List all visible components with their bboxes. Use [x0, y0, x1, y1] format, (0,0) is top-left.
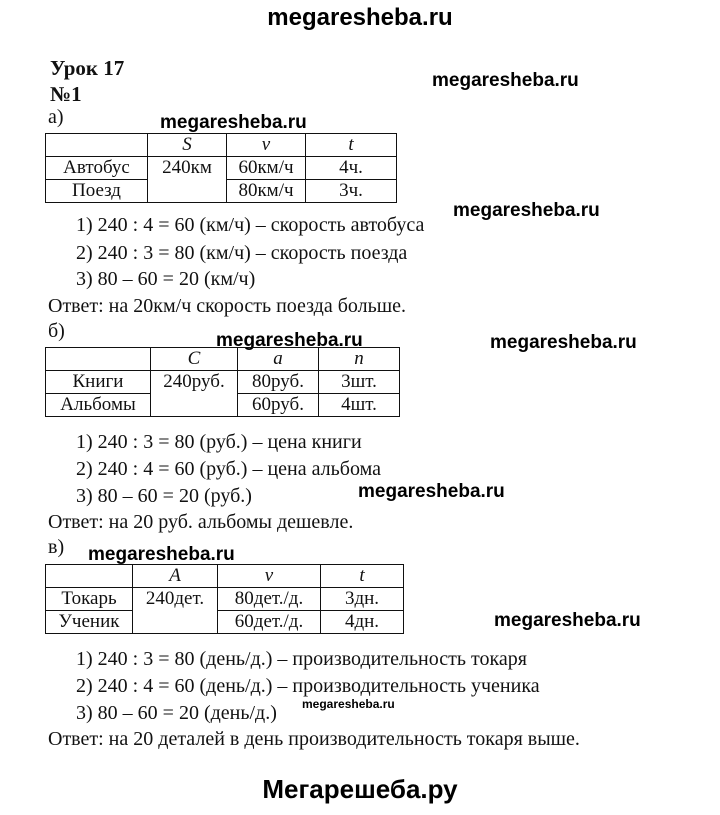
watermark: megaresheba.ru	[432, 70, 579, 91]
watermark: megaresheba.ru	[453, 200, 600, 221]
lesson-title: Урок 17	[50, 56, 125, 80]
solution-step: 2) 240 : 3 = 80 (км/ч) – скорость поезда	[76, 242, 408, 264]
watermark: megaresheba.ru	[160, 112, 307, 133]
table-cell: 4ч.	[306, 157, 397, 180]
table-cell: 240дет.	[133, 588, 218, 634]
table-header: v	[227, 134, 306, 157]
table-header: t	[321, 565, 404, 588]
watermark-small: megaresheba.ru	[302, 697, 395, 711]
watermark: megaresheba.ru	[216, 330, 363, 351]
answer-line: Ответ: на 20км/ч скорость поезда больше.	[48, 295, 407, 317]
answer-line: Ответ: на 20 руб. альбомы дешевле.	[48, 511, 354, 533]
table-header: C	[151, 348, 238, 371]
table-cell: 3дн.	[321, 588, 404, 611]
table-header: S	[148, 134, 227, 157]
watermark: megaresheba.ru	[358, 481, 505, 502]
table-cell: 80км/ч	[227, 180, 306, 203]
table-header: n	[319, 348, 400, 371]
table-cell: 3ч.	[306, 180, 397, 203]
table-cell: 60дет./д.	[218, 611, 321, 634]
solution-step: 3) 80 – 60 = 20 (руб.)	[76, 485, 252, 507]
task-number: №1	[50, 82, 82, 106]
solution-step: 1) 240 : 3 = 80 (день/д.) – производительность токаря	[76, 648, 527, 670]
watermark-bottom: Мегарешеба.ру	[262, 774, 458, 804]
watermark: megaresheba.ru	[490, 332, 637, 353]
table-cell: Книги	[46, 371, 151, 394]
solution-step: 3) 80 – 60 = 20 (км/ч)	[76, 268, 256, 290]
solution-step: 1) 240 : 3 = 80 (руб.) – цена книги	[76, 431, 362, 453]
table-cell: Альбомы	[46, 394, 151, 417]
data-table	[45, 564, 404, 634]
data-table	[45, 347, 400, 417]
table-cell: 3шт.	[319, 371, 400, 394]
table-cell: Поезд	[46, 180, 148, 203]
watermark: megaresheba.ru	[88, 544, 235, 565]
table-header: t	[306, 134, 397, 157]
table-cell: Автобус	[46, 157, 148, 180]
table-header: v	[218, 565, 321, 588]
part-label: б)	[48, 320, 65, 342]
table-header: a	[238, 348, 319, 371]
table-header	[46, 348, 151, 371]
answer-line: Ответ: на 20 деталей в день производительность токаря выше.	[48, 728, 580, 750]
watermark-top: megaresheba.ru	[267, 4, 453, 31]
solution-step: 2) 240 : 4 = 60 (руб.) – цена альбома	[76, 458, 381, 480]
table-cell: 80руб.	[238, 371, 319, 394]
table-cell: Ученик	[46, 611, 133, 634]
table-cell: Токарь	[46, 588, 133, 611]
table-cell: 80дет./д.	[218, 588, 321, 611]
table-cell: 60руб.	[238, 394, 319, 417]
table-cell: 240км	[148, 157, 227, 203]
table-cell: 4дн.	[321, 611, 404, 634]
watermark: megaresheba.ru	[494, 610, 641, 631]
table-header: A	[133, 565, 218, 588]
solution-step: 1) 240 : 4 = 60 (км/ч) – скорость автобуса	[76, 214, 425, 236]
table-cell: 4шт.	[319, 394, 400, 417]
table-cell: 60км/ч	[227, 157, 306, 180]
data-table	[45, 133, 397, 203]
part-label: в)	[48, 536, 65, 558]
part-label: а)	[48, 106, 64, 128]
solution-step: 2) 240 : 4 = 60 (день/д.) – производительность ученика	[76, 675, 540, 697]
table-header	[46, 134, 148, 157]
table-header	[46, 565, 133, 588]
solution-step: 3) 80 – 60 = 20 (день/д.)	[76, 702, 277, 724]
table-cell: 240руб.	[151, 371, 238, 417]
